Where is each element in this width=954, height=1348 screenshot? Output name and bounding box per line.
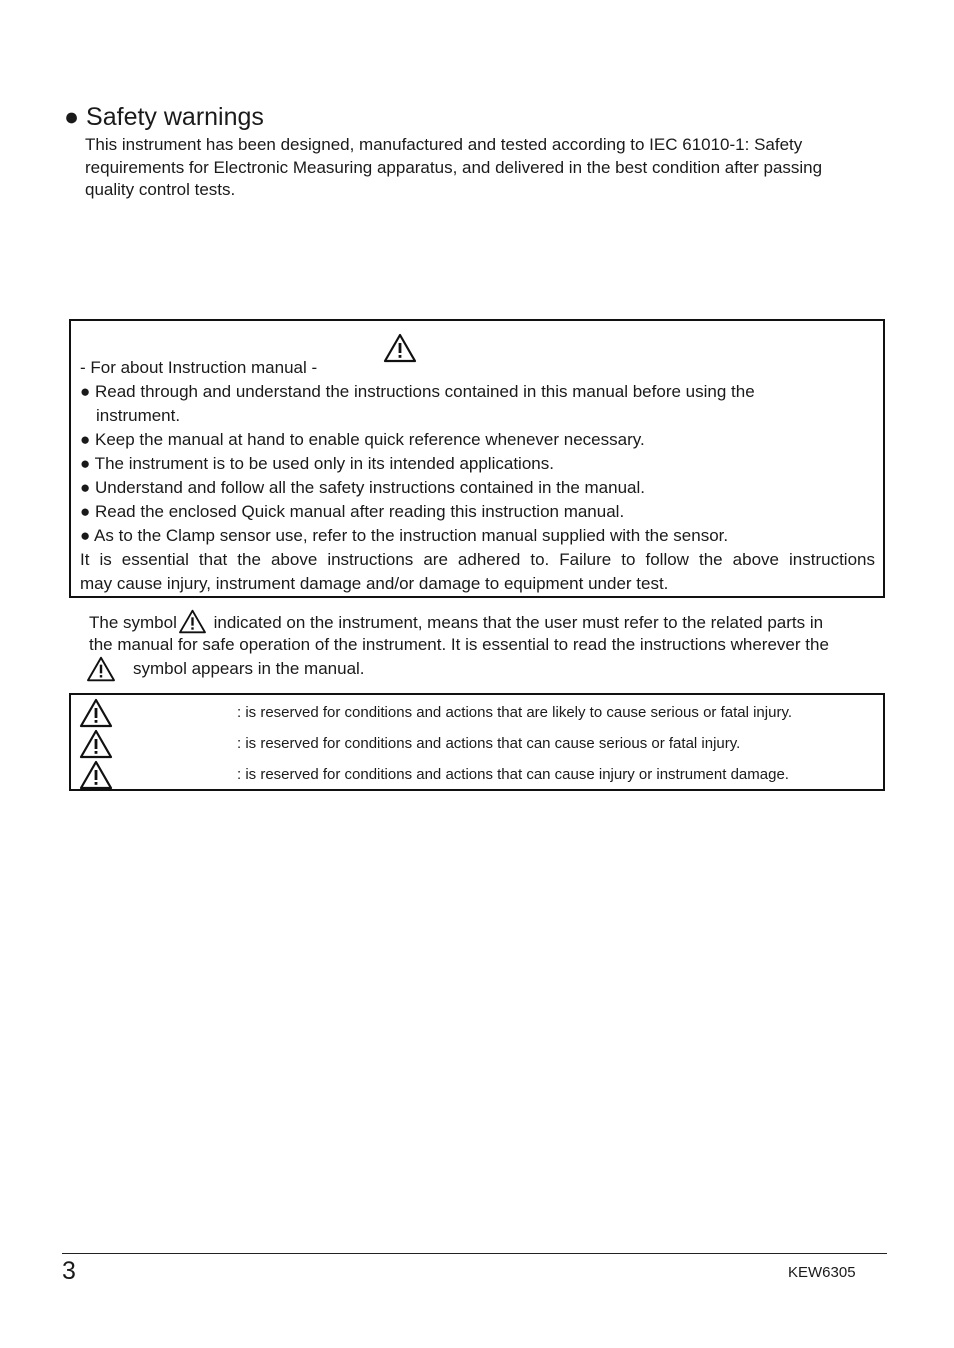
model-name: KEW6305 [788, 1264, 856, 1281]
manual-subtitle: - For about Instruction manual - [80, 358, 318, 377]
warning-triangle-icon [79, 729, 113, 759]
instruction-manual-box [69, 319, 885, 598]
symbol-note-text: indicated on the instrument, means that the user must refer to the related parts in [208, 613, 824, 632]
symbol-note-line: the manual for safe operation of the instrument. It is essential to read the instructions wherever the [89, 635, 829, 654]
footer-divider [62, 1253, 887, 1254]
symbol-note-text: The symbol [89, 613, 177, 632]
list-item: ● Understand and follow all the safety instructions contained in the manual. [80, 478, 645, 497]
hazard-level-description: : is reserved for conditions and actions that can cause serious or fatal injury. [237, 735, 741, 752]
intro-line: quality control tests. [85, 180, 236, 199]
list-item: ● Read through and understand the instructions contained in this manual before using the [80, 382, 755, 401]
closing-line: may cause injury, instrument damage and/or damage to equipment under test. [80, 574, 669, 593]
section-heading: ● Safety warnings [64, 103, 264, 131]
intro-paragraph [85, 134, 895, 202]
intro-line: requirements for Electronic Measuring apparatus, and delivered in the best condition after passing [85, 157, 823, 177]
hazard-level-description: : is reserved for conditions and actions that can cause injury or instrument damage. [237, 766, 789, 783]
list-item: ● The instrument is to be used only in its intended applications. [80, 454, 554, 473]
warning-triangle-icon [86, 656, 116, 682]
hazard-level-row [71, 697, 883, 728]
hazard-level-description: : is reserved for conditions and actions that are likely to cause serious or fatal injury. [237, 704, 792, 721]
symbol-note-line: symbol appears in the manual. [133, 659, 365, 678]
hazard-levels-box [69, 693, 885, 791]
list-item: ● As to the Clamp sensor use, refer to the instruction manual supplied with the sensor. [80, 526, 729, 545]
warning-triangle-icon [383, 333, 417, 363]
list-item-continuation: instrument. [96, 406, 181, 425]
warning-triangle-icon [79, 698, 113, 728]
intro-line: This instrument has been designed, manufactured and tested according to IEC 61010-1: Safety [85, 135, 803, 154]
warning-triangle-icon [79, 760, 113, 790]
hazard-level-row [71, 728, 883, 759]
symbol-note-line [89, 609, 897, 635]
page-number: 3 [62, 1257, 76, 1285]
warning-triangle-icon [178, 609, 207, 634]
list-item: ● Keep the manual at hand to enable quick reference whenever necessary. [80, 430, 645, 449]
hazard-level-row [71, 759, 883, 790]
closing-line: It is essential that the above instructions are adhered to. Failure to follow the above instructions [80, 550, 875, 569]
list-item: ● Read the enclosed Quick manual after reading this instruction manual. [80, 502, 625, 521]
